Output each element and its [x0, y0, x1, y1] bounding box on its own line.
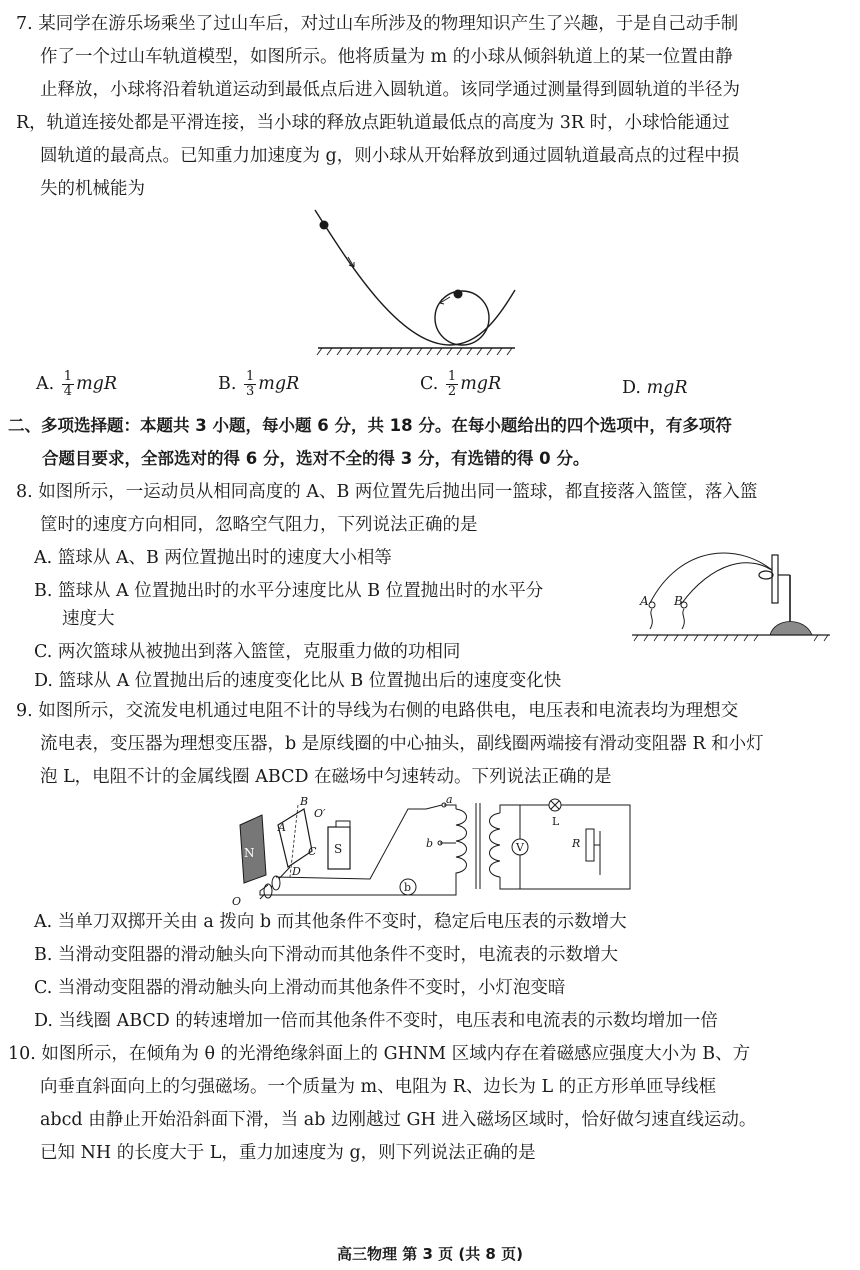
q10-line-4: 已知 NH 的长度大于 L，重力加速度为 g，则下列说法正确的是 [40, 1143, 536, 1163]
q7-line-5: 圆轨道的最高点。已知重力加速度为 g，则小球从开始释放到通过圆轨道最高点的过程中损 [40, 146, 740, 166]
switch-a-label: a [446, 793, 453, 806]
q8-option-b-cont: 速度大 [62, 609, 115, 629]
q7-option-d[interactable]: D. mgR [622, 378, 688, 398]
q10-line-2: 向垂直斜面向上的匀强磁场。一个质量为 m、电阻为 R、边长为 L 的正方形单匝导线框 [40, 1077, 717, 1097]
q10-line-1: 10. 如图所示，在倾角为 θ 的光滑绝缘斜面上的 GHNM 区域内存在着磁感应强度大小为 B、方 [8, 1044, 751, 1064]
rheostat-label: R [572, 837, 581, 850]
q9-option-a[interactable]: A. 当单刀双掷开关由 a 拨向 b 而其他条件不变时，稳定后电压表的示数增大 [34, 912, 627, 932]
q9-line-3: 泡 L，电阻不计的金属线圈 ABCD 在磁场中匀速转动。下列说法正确的是 [40, 767, 612, 787]
q8-option-a[interactable]: A. 篮球从 A、B 两位置抛出时的速度大小相等 [34, 548, 392, 568]
section-2-line-1: 二、多项选择题：本题共 3 小题，每小题 6 分，共 18 分。在每小题给出的四个选项中，有多项符 [8, 416, 732, 435]
voltmeter-label: V [516, 841, 524, 854]
coil-a-label: A [278, 821, 286, 834]
q8-option-b[interactable]: B. 篮球从 A 位置抛出时的水平分速度比从 B 位置抛出时的水平分 [34, 581, 544, 601]
q9-line-1: 9. 如图所示，交流发电机通过电阻不计的导线为右侧的电路供电，电压表和电流表均为理想交 [16, 701, 739, 721]
basketball-figure [630, 545, 835, 645]
page-footer: 高三物理 第 3 页 (共 8 页) [337, 1245, 523, 1263]
q7-line-4: R，轨道连接处都是平滑连接，当小球的释放点距轨道最低点的高度为 3R 时，小球恰能通过 [16, 113, 730, 133]
q8-line-2: 筐时的速度方向相同，忽略空气阻力，下列说法正确的是 [40, 515, 478, 535]
coil-d-label: D [292, 865, 301, 878]
q7-line-1: 7. 某同学在游乐场乘坐了过山车后，对过山车所涉及的物理知识产生了兴趣，于是自己动手制 [16, 14, 739, 34]
q7-line-6: 失的机械能为 [40, 179, 145, 199]
q8-option-c[interactable]: C. 两次篮球从被抛出到落入篮筐，克服重力做的功相同 [34, 642, 461, 662]
q8-line-1: 8. 如图所示，一运动员从相同高度的 A、B 两位置先后抛出同一篮球，都直接落入篮筐，落入篮 [16, 482, 758, 502]
roller-coaster-figure [310, 205, 520, 360]
q9-option-b[interactable]: B. 当滑动变阻器的滑动触头向下滑动而其他条件不变时，电流表的示数增大 [34, 945, 618, 965]
q7-option-a[interactable]: A. $\frac{1}{4}$ mgR [36, 369, 118, 399]
section-2-line-2: 合题目要求，全部选对的得 6 分，选对不全的得 3 分，有选错的得 0 分。 [42, 449, 590, 468]
q7-option-c[interactable]: C. $\frac{1}{2}$ mgR [420, 369, 502, 399]
coil-b-label: B [300, 795, 309, 808]
axis-o-label: O [232, 895, 242, 908]
ammeter-label: b [404, 881, 412, 894]
lamp-label: L [552, 815, 560, 828]
q9-option-d[interactable]: D. 当线圈 ABCD 的转速增加一倍而其他条件不变时，电压表和电流表的示数均增加一倍 [34, 1011, 718, 1031]
q7-option-b[interactable]: B. $\frac{1}{3}$ mgR [218, 369, 300, 399]
magnet-s-label: S [334, 842, 343, 856]
generator-circuit-figure [230, 793, 640, 908]
label-a: A [640, 594, 649, 608]
q9-option-c[interactable]: C. 当滑动变阻器的滑动触头向上滑动而其他条件不变时，小灯泡变暗 [34, 978, 566, 998]
switch-b-label: b [426, 837, 434, 850]
label-b: B [674, 594, 683, 608]
q9-line-2: 流电表，变压器为理想变压器，b 是原线圈的中心抽头，副线圈两端接有滑动变阻器 R 和小灯 [40, 734, 764, 754]
q7-line-2: 作了一个过山车轨道模型，如图所示。他将质量为 m 的小球从倾斜轨道上的某一位置由静 [40, 47, 733, 67]
q7-line-3: 止释放，小球将沿着轨道运动到最低点后进入圆轨道。该同学通过测量得到圆轨道的半径为 [40, 80, 740, 100]
coil-c-label: C [308, 845, 317, 858]
axis-o-prime-label: O′ [314, 807, 326, 820]
q8-option-d[interactable]: D. 篮球从 A 位置抛出后的速度变化比从 B 位置抛出后的速度变化快 [34, 671, 562, 691]
magnet-n-label: N [244, 846, 255, 860]
q10-line-3: abcd 由静止开始沿斜面下滑，当 ab 边刚越过 GH 进入磁场区域时，恰好做匀速直线运动。 [40, 1110, 757, 1130]
